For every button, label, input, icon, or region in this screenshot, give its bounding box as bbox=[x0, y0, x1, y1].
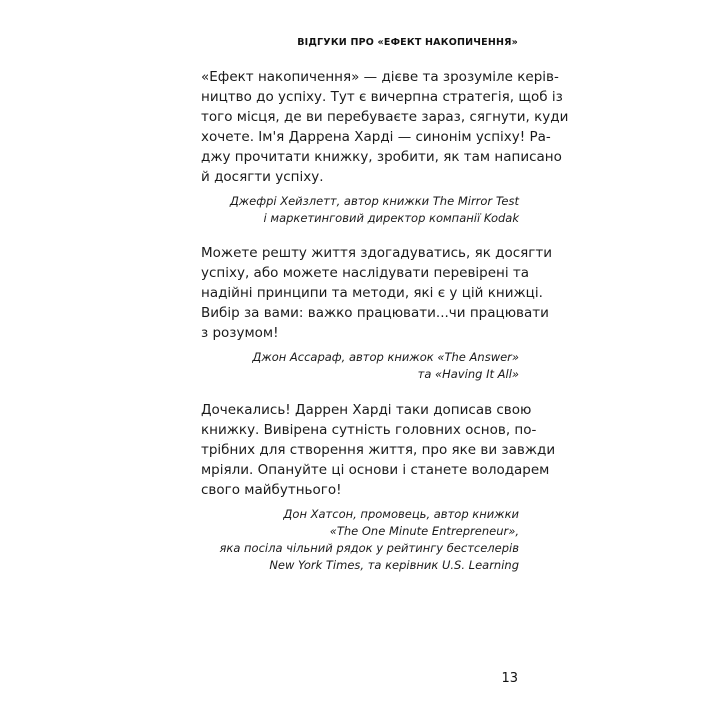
testimonial-2-line-3: надійні принципи та методи, які є у цій книжці. bbox=[201, 285, 543, 301]
testimonial-2-text bbox=[201, 243, 553, 343]
testimonial-1-line-6: й досягти успіху. bbox=[201, 169, 324, 185]
testimonial-3-attribution-line-2: «The One Minute Entrepreneur», bbox=[329, 524, 519, 538]
testimonial-1-line-4: хочете. Ім'я Даррена Харді — синонім успіху! Ра- bbox=[201, 129, 551, 145]
testimonial-1-text bbox=[201, 67, 569, 187]
page-number: 13 bbox=[501, 671, 518, 686]
testimonial-2-line-1: Можете решту життя здогадуватись, як досягти bbox=[201, 245, 553, 261]
testimonial-2-line-2: успіху, або можете наслідувати перевірені та bbox=[201, 265, 530, 281]
testimonial-1-line-5: джу прочитати книжку, зробити, як там написано bbox=[201, 149, 562, 165]
testimonial-3-attribution-line-4: New York Times, та керівник U.S. Learning bbox=[269, 558, 519, 572]
testimonial-3-line-4: мріяли. Опануйте ці основи і станете володарем bbox=[201, 462, 550, 478]
testimonial-3-text bbox=[201, 400, 556, 500]
testimonial-1-attribution-line-2: і маркетинговий директор компанії Kodak bbox=[263, 211, 519, 225]
testimonial-1-line-2: ництво до успіху. Тут є вичерпна стратегія, щоб із bbox=[201, 89, 563, 105]
testimonial-2-attribution-line-2: та «Having It All» bbox=[417, 367, 519, 381]
running-head-title: ВІДГУКИ ПРО «ЕФЕКТ НАКОПИЧЕННЯ» bbox=[297, 37, 518, 48]
testimonial-2-attribution bbox=[201, 349, 519, 383]
testimonial-1-line-3: того місця, де ви перебуваєте зараз, сягнути, куди bbox=[201, 109, 569, 125]
testimonial-3-attribution-line-1: Дон Хатсон, промовець, автор книжки bbox=[283, 507, 519, 521]
testimonial-3-attribution bbox=[201, 506, 519, 574]
testimonial-3 bbox=[201, 400, 556, 574]
testimonial-3-line-5: свого майбутнього! bbox=[201, 482, 342, 498]
testimonial-1-attribution-line-1: Джефрі Хейзлетт, автор книжки The Mirror Test bbox=[229, 194, 519, 208]
testimonial-2-attribution-line-1: Джон Ассараф, автор книжок «The Answer» bbox=[252, 350, 519, 364]
testimonial-1-line-1: «Ефект накопичення» — дієве та зрозуміле керів- bbox=[201, 69, 559, 85]
testimonial-2 bbox=[201, 243, 553, 383]
testimonial-2-line-5: з розумом! bbox=[201, 325, 279, 341]
testimonial-1-attribution bbox=[201, 193, 519, 227]
testimonial-3-line-2: книжку. Вивірена сутність головних основ, по- bbox=[201, 422, 537, 438]
testimonial-2-line-4: Вибір за вами: важко працювати...чи працювати bbox=[201, 305, 549, 321]
testimonial-3-line-1: Дочекались! Даррен Харді таки дописав свою bbox=[201, 402, 532, 418]
testimonial-3-line-3: трібних для створення життя, про яке ви завжди bbox=[201, 442, 556, 458]
testimonial-1 bbox=[201, 67, 569, 227]
testimonial-3-attribution-line-3: яка посіла чільний рядок у рейтингу бестселерів bbox=[219, 541, 519, 555]
